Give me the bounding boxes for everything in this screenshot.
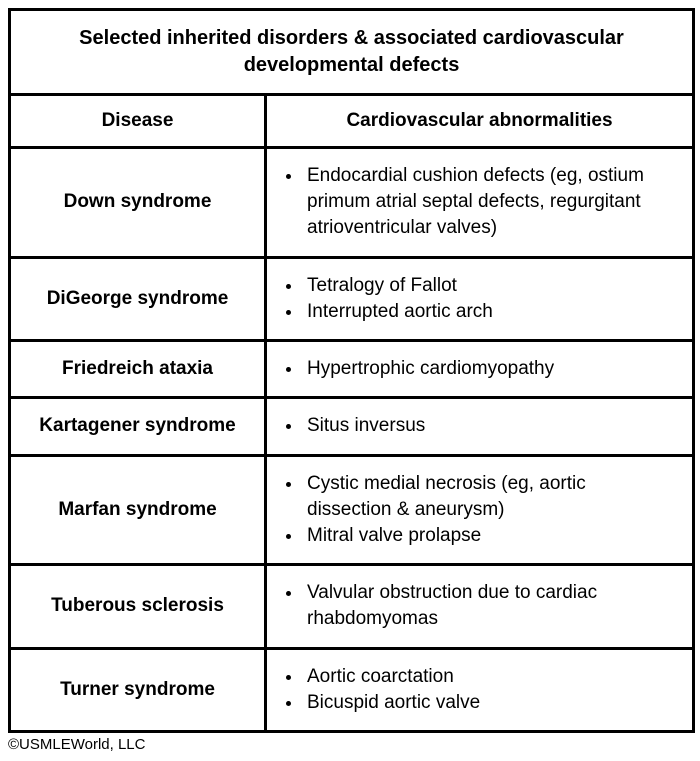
abnormality-list xyxy=(279,273,674,325)
abnormality-item: • Valvular obstruction due to cardiac rhabdomyomas xyxy=(303,580,674,632)
disease-name: Down syndrome xyxy=(10,148,266,258)
abnormalities-cell xyxy=(266,565,694,648)
page xyxy=(0,8,700,761)
abnormalities-cell xyxy=(266,341,694,398)
table-body xyxy=(10,148,694,732)
abnormalities-cell xyxy=(266,148,694,258)
disease-name: Marfan syndrome xyxy=(10,455,266,565)
disorders-table xyxy=(8,8,695,733)
disease-name: Kartagener syndrome xyxy=(10,398,266,455)
disease-name: Turner syndrome xyxy=(10,648,266,731)
table-row xyxy=(10,565,694,648)
abnormality-item: • Situs inversus xyxy=(303,413,674,439)
column-header-abnormalities: Cardiovascular abnormalities xyxy=(266,95,694,148)
column-header-disease: Disease xyxy=(10,95,266,148)
disease-name: Tuberous sclerosis xyxy=(10,565,266,648)
abnormalities-cell xyxy=(266,455,694,565)
abnormality-item: • Hypertrophic cardiomyopathy xyxy=(303,356,674,382)
abnormality-item: • Aortic coarctation xyxy=(303,664,674,690)
abnormality-item: • Cystic medial necrosis (eg, aortic dissection & aneurysm) xyxy=(303,471,674,523)
abnormality-list xyxy=(279,471,674,550)
abnormalities-cell xyxy=(266,257,694,340)
table-row xyxy=(10,341,694,398)
abnormality-item: • Endocardial cushion defects (eg, ostium primum atrial septal defects, regurgitant atrioventricular valves) xyxy=(303,163,674,242)
abnormality-list xyxy=(279,580,674,632)
disease-name: DiGeorge syndrome xyxy=(10,257,266,340)
copyright-notice: ©USMLEWorld, LLC xyxy=(8,736,146,754)
table-row xyxy=(10,455,694,565)
table-row xyxy=(10,648,694,731)
abnormality-list xyxy=(279,413,674,439)
abnormality-list xyxy=(279,163,674,242)
abnormality-item: • Bicuspid aortic valve xyxy=(303,690,674,716)
abnormality-list xyxy=(279,356,674,382)
disease-name: Friedreich ataxia xyxy=(10,341,266,398)
abnormality-item: • Mitral valve prolapse xyxy=(303,523,674,549)
table-row xyxy=(10,257,694,340)
abnormalities-cell xyxy=(266,398,694,455)
abnormality-item: • Tetralogy of Fallot xyxy=(303,273,674,299)
abnormality-list xyxy=(279,664,674,716)
table-row xyxy=(10,398,694,455)
table-row xyxy=(10,148,694,258)
table-title-row xyxy=(10,10,694,95)
table-header-row xyxy=(10,95,694,148)
abnormalities-cell xyxy=(266,648,694,731)
table-title: Selected inherited disorders & associated cardiovascular developmental defects xyxy=(10,10,694,95)
abnormality-item: • Interrupted aortic arch xyxy=(303,299,674,325)
